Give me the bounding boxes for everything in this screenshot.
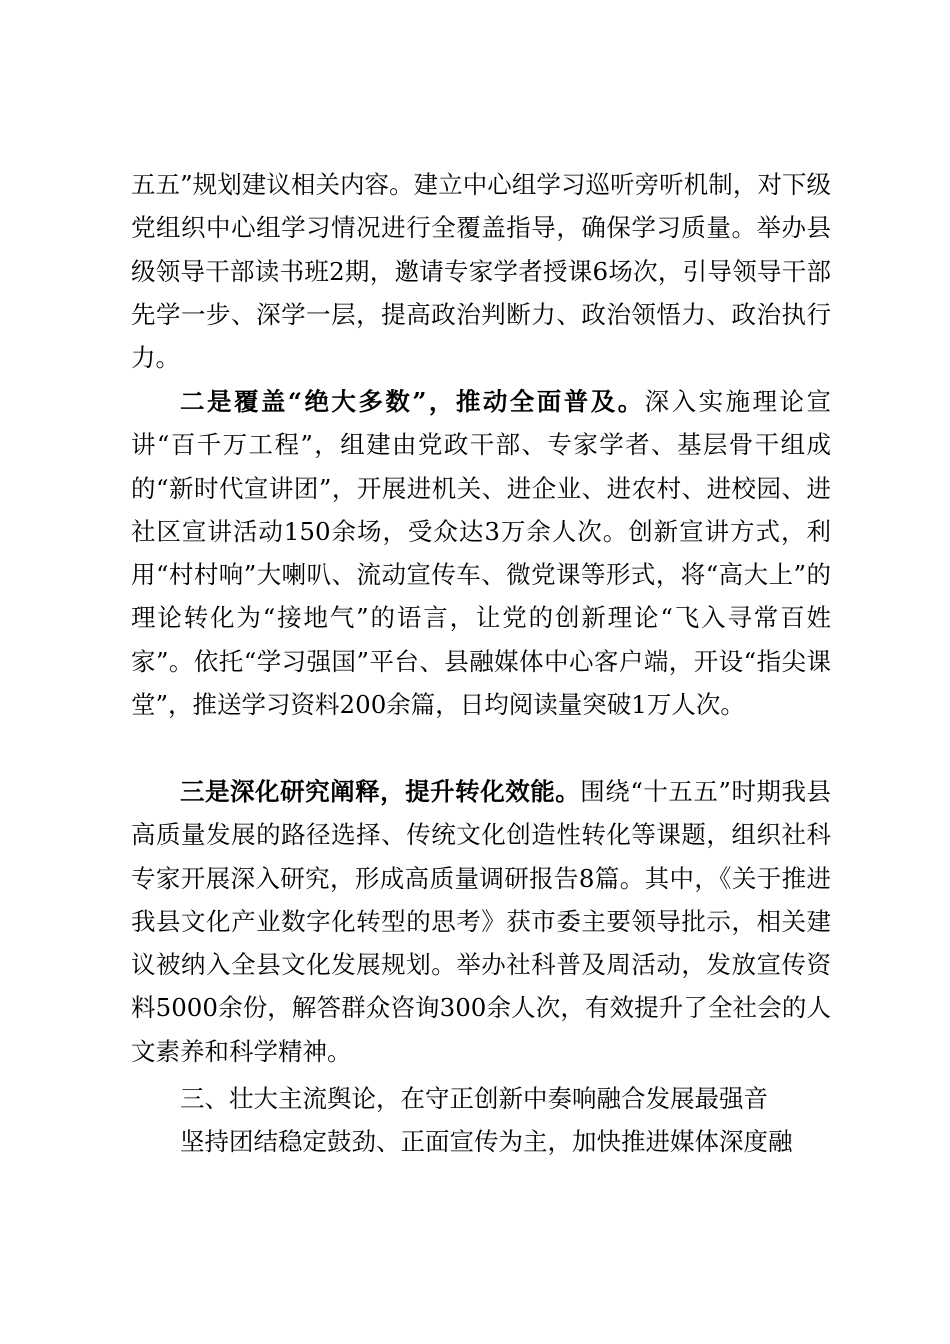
section-heading: 三、壮大主流舆论，在守正创新中奏响融合发展最强音 (180, 1084, 768, 1113)
paragraph-4: 坚持团结稳定鼓劲、正面宣传为主，加快推进媒体深度融 (180, 1127, 793, 1156)
paragraph-3-lead: 三是深化研究阐释，提升转化效能。 (180, 777, 581, 806)
paragraph-2-lead: 二是覆盖“绝大多数”，推动全面普及。 (180, 387, 645, 416)
paragraph-1 (131, 163, 831, 379)
paragraph-1-body: 五五”规划建议相关内容。建立中心组学习巡听旁听机制，对下级党组织中心组学习情况进行全覆盖指导，确保学习质量。举办县级领导干部读书班2期，邀请专家学者授课6场次，引导领导干部先学一步、深学一层，提高政治判断力、政治领悟力、政治执行力。 (131, 170, 831, 373)
paragraph-2 (131, 380, 831, 726)
paragraph-3 (131, 770, 831, 1073)
paragraph-2-body: 深入实施理论宣讲“百千万工程”，组建由党政干部、专家学者、基层骨干组成的“新时代宣讲团”，开展进机关、进企业、进农村、进校园、进社区宣讲活动150余场，受众达3万余人次。创新宣讲方式，利用“村村响”大喇叭、流动宣传车、微党课等形式，将“高大上”的理论转化为“接地气”的语言，让党的创新理论“飞入寻常百姓家”。依托“学习强国”平台、县融媒体中心客户端，开设“指尖课堂”，推送学习资料200余篇，日均阅读量突破1万人次。 (131, 387, 831, 720)
paragraph-3-body: 围绕“十五五”时期我县高质量发展的路径选择、传统文化创造性转化等课题，组织社科专家开展深入研究，形成高质量调研报告8篇。其中，《关于推进我县文化产业数字化转型的思考》获市委主要领导批示，相关建议被纳入全县文化发展规划。举办社科普及周活动，发放宣传资料5000余份，解答群众咨询300余人次，有效提升了全社会的人文素养和科学精神。 (131, 777, 831, 1066)
